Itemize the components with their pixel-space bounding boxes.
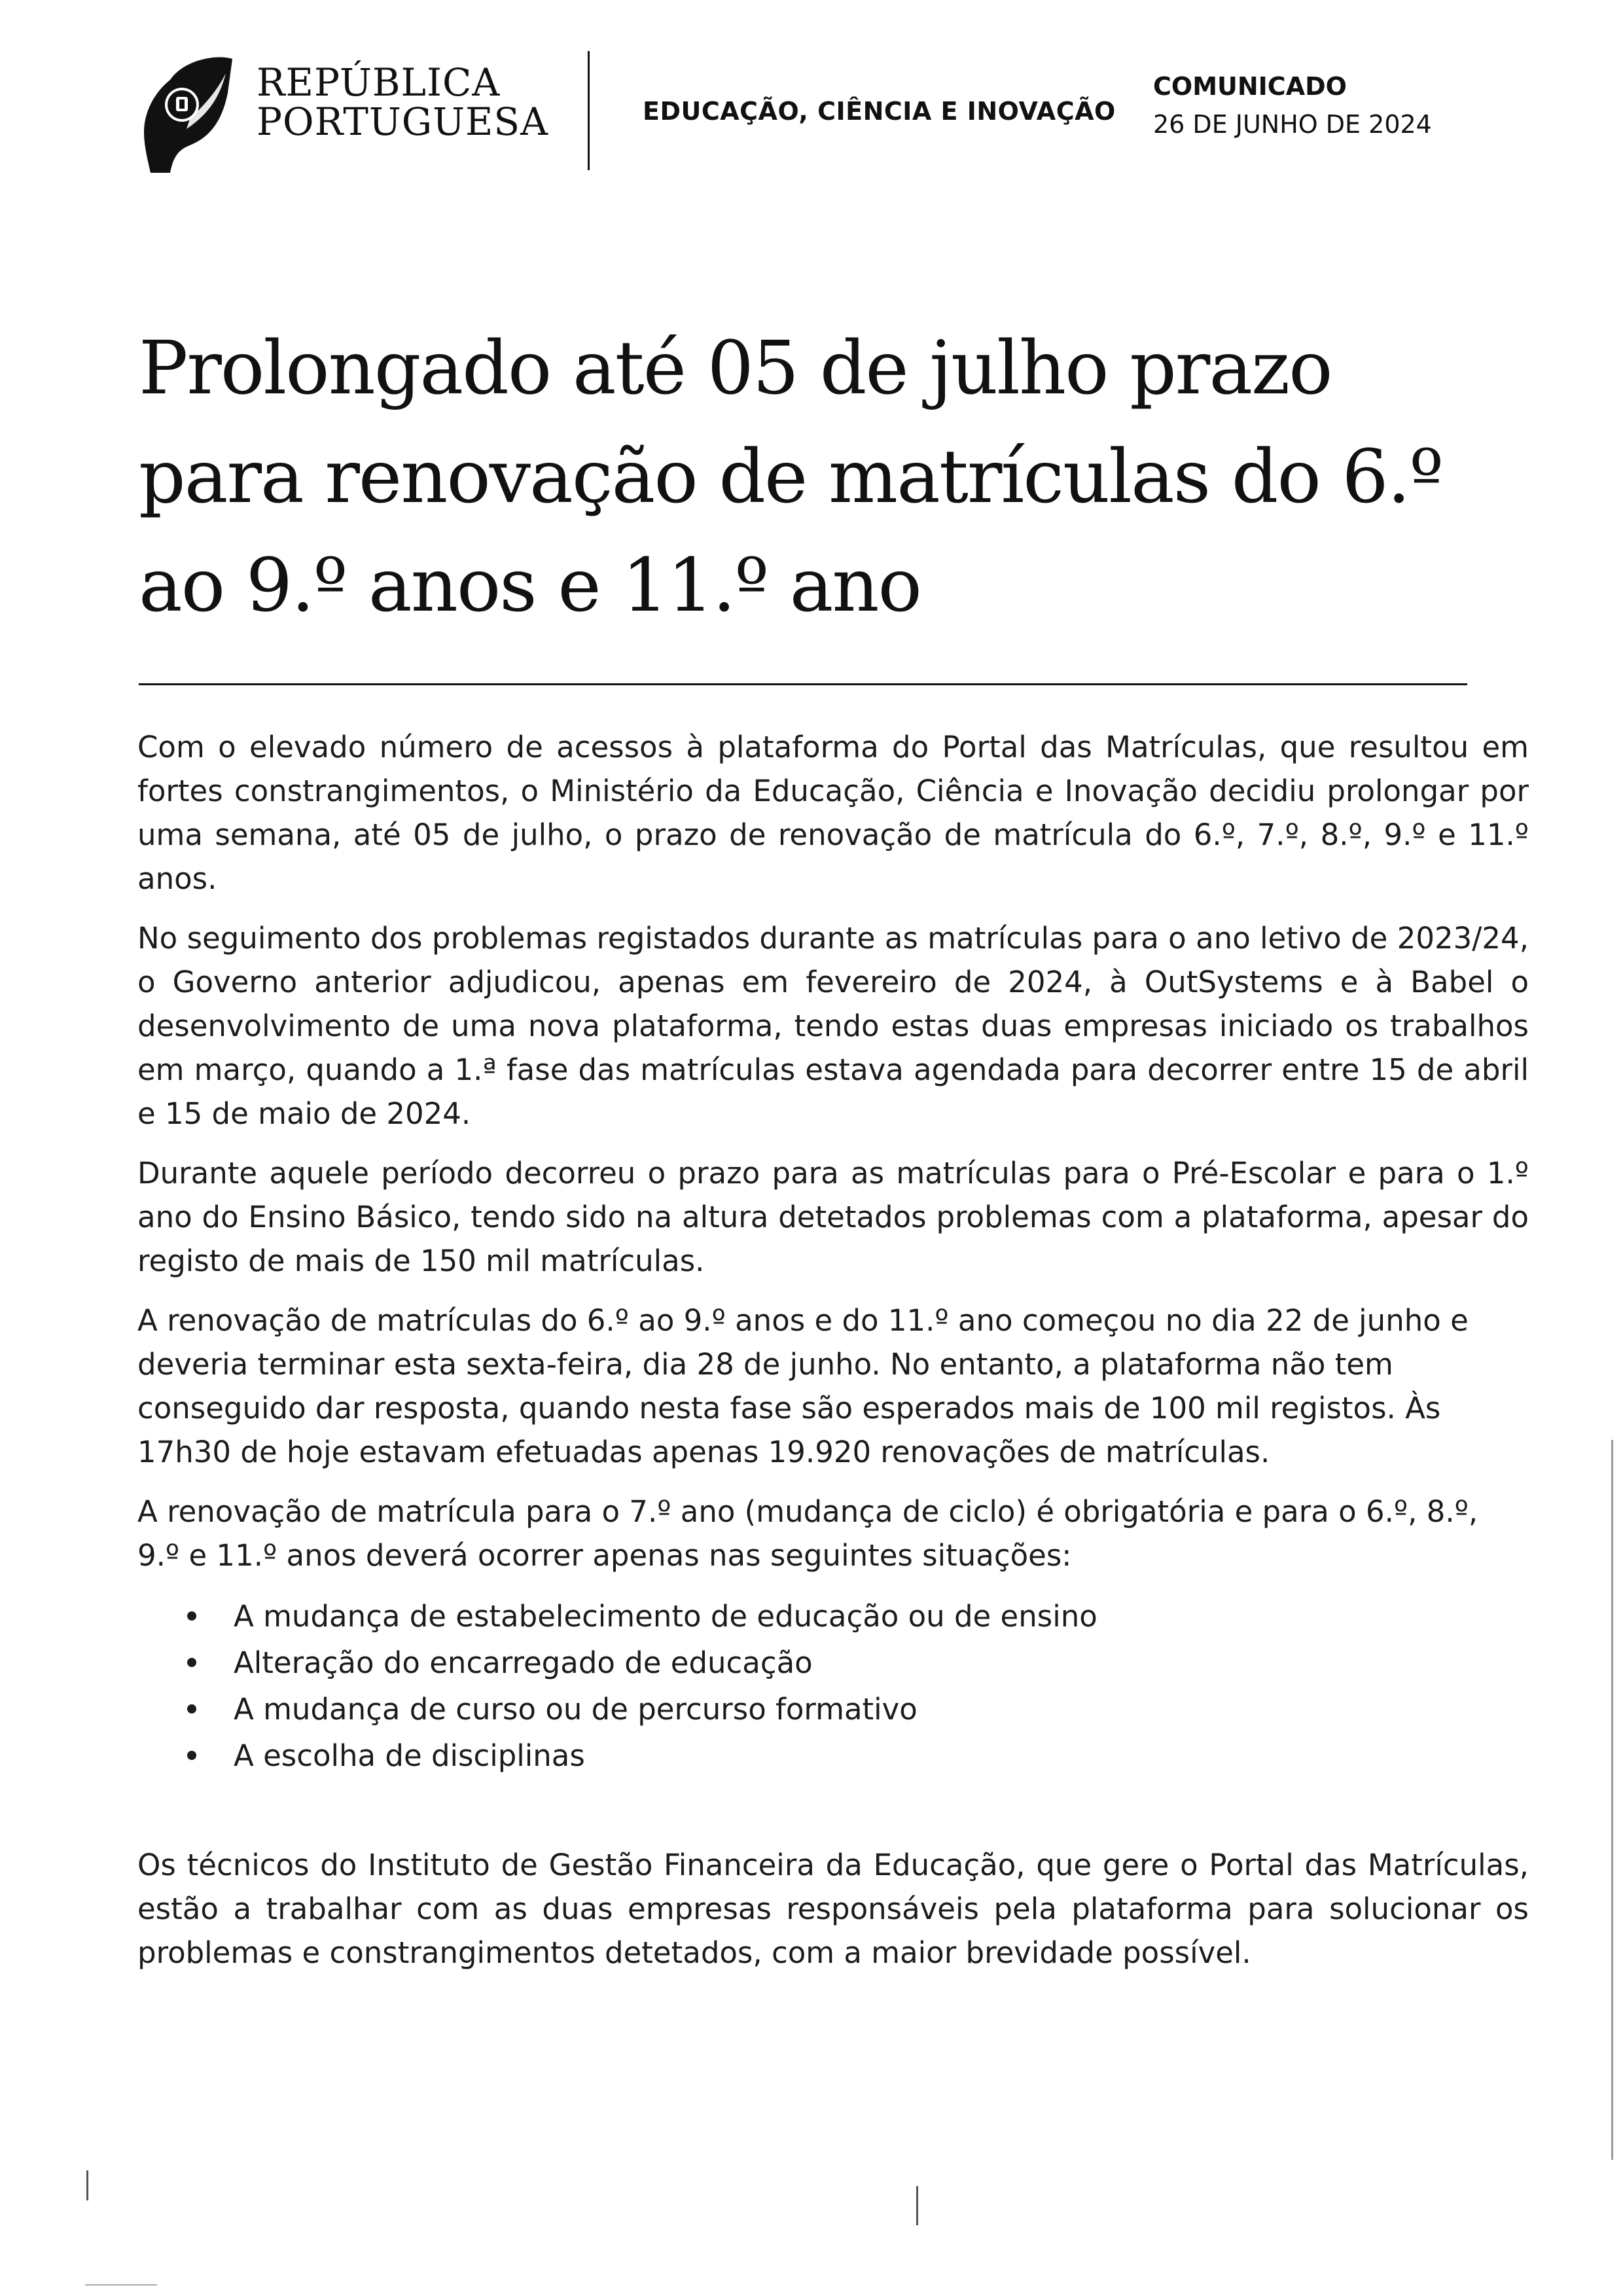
bullet-icon [187,1751,196,1760]
paragraph-2: No seguimento dos problemas registados durante as matrículas para o ano letivo de 2023/24, o Governo anterior adjudicou, apenas em fevereiro de 2024, à OutSystems e à Babel o desenvolvimento de uma nova plataforma, tendo estas duas empresas iniciado os trabalhos em março, quando a 1.ª fase das matrículas estava agendada para decorrer entre 15 de abril e 15 de maio de 2024. [137,921,1529,1131]
list-item [137,1732,1529,1779]
wordmark-line-2: PORTUGUESA [257,99,548,144]
scan-artifact [86,2170,88,2200]
list-item [137,1640,1529,1686]
scan-artifact [1611,1440,1613,2160]
press-release-title [139,314,1487,640]
ministry-name: EDUCAÇÃO, CIÊNCIA E INOVAÇÃO [643,97,1116,126]
list-item-text: A mudança de curso ou de percurso formativo [234,1692,918,1727]
document-date: 26 DE JUNHO DE 2024 [1153,110,1432,139]
wordmark-line-1: REPÚBLICA [257,60,501,105]
situations-list [137,1593,1529,1779]
list-item [137,1686,1529,1732]
header-divider [588,51,590,170]
scan-artifact [916,2186,918,2225]
document-type: COMUNICADO [1153,72,1347,101]
title-divider [139,683,1467,685]
bullet-icon [187,1658,196,1667]
republic-emblem-icon [144,54,232,173]
paragraph-5: A renovação de matrícula para o 7.º ano (mudança de ciclo) é obrigatória e para o 6.º, 8.º, 9.º e 11.º anos deverá ocorrer apenas nas seguintes situações: [137,1494,1478,1573]
scan-artifact [85,2284,157,2286]
title-line-2: para renovação de matrículas do 6.º [139,435,1443,520]
press-release-body [137,725,1529,1990]
title-line-1: Prolongado até 05 de julho prazo [139,326,1332,411]
paragraph-1: Com o elevado número de acessos à plataforma do Portal das Matrículas, que resultou em fortes constrangimentos, o Ministério da Educação, Ciência e Inovação decidiu prolongar por uma semana, até 05 de julho, o prazo de renovação de matrícula do 6.º, 7.º, 8.º, 9.º e 11.º anos. [137,730,1529,896]
list-spacer [137,1779,1529,1843]
list-item [137,1593,1529,1640]
paragraph-3: Durante aquele período decorreu o prazo para as matrículas para o Pré-Escolar e para o 1.º ano do Ensino Básico, tendo sido na altura detetados problemas com a plataforma, apesar do registo de mais de 150 mil matrículas. [137,1156,1529,1278]
page-header [144,51,1492,175]
bullet-icon [187,1704,196,1713]
title-line-3: ao 9.º anos e 11.º ano [139,543,921,628]
paragraph-6: Os técnicos do Instituto de Gestão Financeira da Educação, que gere o Portal das Matrículas, estão a trabalhar com as duas empresas responsáveis pela plataforma para solucionar os problemas e constrangimentos detetados, com a maior brevidade possível. [137,1848,1529,1970]
list-item-text: A escolha de disciplinas [234,1738,585,1773]
bullet-icon [187,1611,196,1621]
paragraph-4: A renovação de matrículas do 6.º ao 9.º anos e do 11.º ano começou no dia 22 de junho e deveria terminar esta sexta-feira, dia 28 de junho. No entanto, a plataforma não tem conseguido dar resposta, quando nesta fase são esperados mais de 100 mil registos. Às 17h30 de hoje estavam efetuadas apenas 19.920 renovações de matrículas. [137,1303,1469,1469]
list-item-text: Alteração do encarregado de educação [234,1645,813,1680]
list-item-text: A mudança de estabelecimento de educação ou de ensino [234,1599,1097,1634]
republic-wordmark [257,60,548,144]
